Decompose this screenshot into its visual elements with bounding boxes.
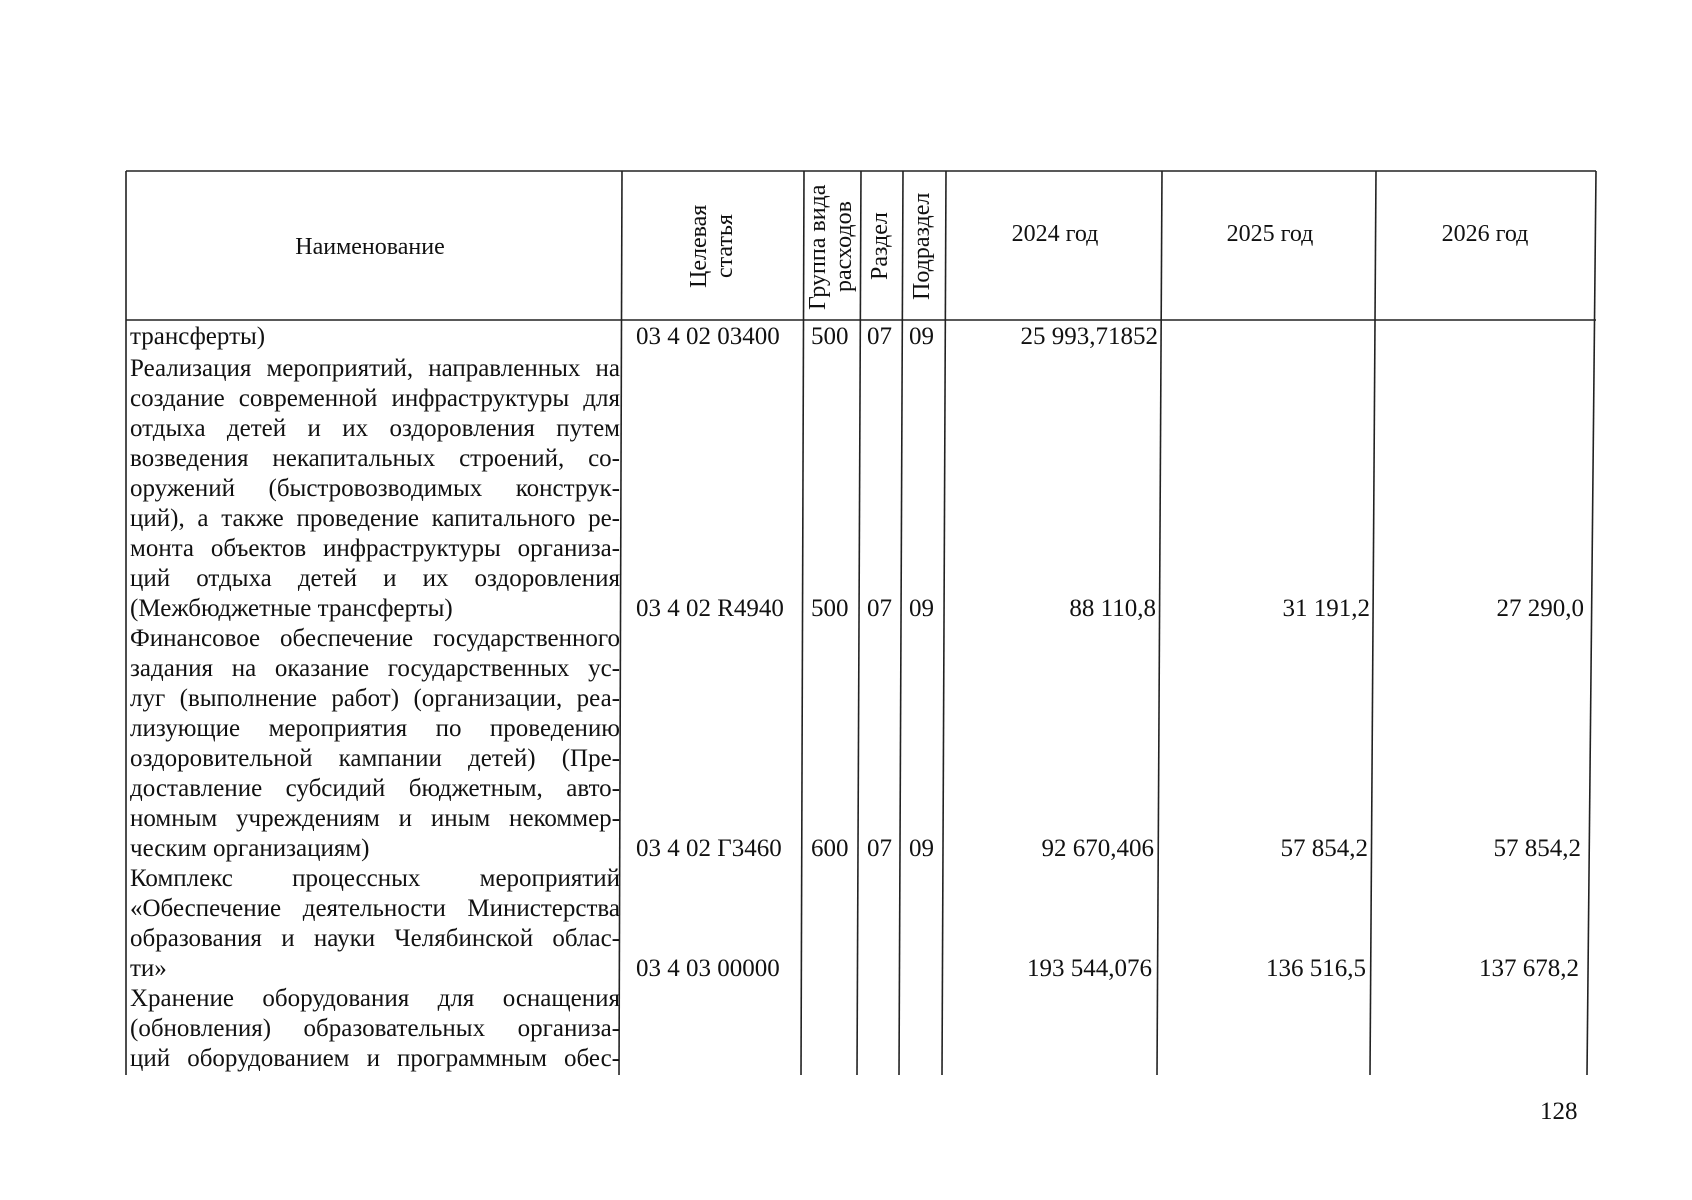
row-5-line-1: Хранение оборудования для оснащения xyxy=(130,985,620,1012)
header-year-2025: 2025 год xyxy=(1226,221,1314,247)
row-3-line-1: Финансовое обеспечение государственного xyxy=(130,625,620,652)
header-year-2026: 2026 год xyxy=(1441,221,1529,247)
page-number: 128 xyxy=(1540,1098,1578,1125)
row-2-line-9: (Межбюджетные трансферты) xyxy=(130,595,453,622)
header-subsection: Подраздел xyxy=(909,192,935,300)
row-2-group: 500 xyxy=(811,595,849,622)
row-3-line-7: номным учреждениям и иным некоммер- xyxy=(130,805,620,832)
row-1-subsection: 09 xyxy=(909,323,934,350)
row-3-y2024: 92 670,406 xyxy=(1041,835,1154,862)
row-2-line-3: отдыха детей и их оздоровления путем xyxy=(130,415,620,442)
row-4-line-3: образования и науки Челябинской облас- xyxy=(130,925,620,952)
row-2-subsection: 09 xyxy=(909,595,934,622)
row-2-line-4: возведения некапитальных строений, со- xyxy=(130,445,620,472)
row-3-line-4: лизующие мероприятия по проведению xyxy=(130,715,620,742)
row-1-name xyxy=(130,322,620,352)
row-3-name xyxy=(130,624,620,864)
row-5-name xyxy=(130,984,620,1074)
row-5-line-2: (обновления) образовательных организа- xyxy=(130,1015,620,1042)
header-target-line1: Целевая xyxy=(686,204,712,288)
row-4-name xyxy=(130,864,620,984)
row-4-code: 03 4 03 00000 xyxy=(636,955,780,982)
header-year-2024: 2024 год xyxy=(1011,221,1099,247)
row-4-y2024: 193 544,076 xyxy=(1027,955,1152,982)
row-4-y2026: 137 678,2 xyxy=(1479,955,1579,982)
row-3-section: 07 xyxy=(867,835,892,862)
row-2-section: 07 xyxy=(867,595,892,622)
row-1-y2024: 25 993,71852 xyxy=(1020,323,1158,350)
row-4-y2025: 136 516,5 xyxy=(1266,955,1366,982)
row-3-line-3: луг (выполнение работ) (организации, реа- xyxy=(130,685,620,712)
row-2-line-6: ций), а также проведение капитального ре- xyxy=(130,505,620,532)
row-3-line-5: оздоровительной кампании детей) (Пре- xyxy=(130,745,620,772)
row-2-line-7: монта объектов инфраструктуры организа- xyxy=(130,535,620,562)
header-section: Раздел xyxy=(867,212,893,280)
row-2-y2024: 88 110,8 xyxy=(1069,595,1156,622)
row-2-y2026: 27 290,0 xyxy=(1496,595,1584,622)
row-2-code: 03 4 02 R4940 xyxy=(636,595,784,622)
row-2-line-1: Реализация мероприятий, направленных на xyxy=(130,355,620,382)
header-name: Наименование xyxy=(295,234,445,260)
row-2-name xyxy=(130,354,620,624)
row-3-line-8: ческим организациям) xyxy=(130,835,370,862)
row-2-line-5: оружений (быстровозводимых конструк- xyxy=(130,475,620,502)
row-2-line-8: ций отдыха детей и их оздоровления xyxy=(130,565,620,592)
row-1-line-1: трансферты) xyxy=(130,323,266,350)
row-4-line-1: Комплекс процессных мероприятий xyxy=(130,865,620,892)
row-3-subsection: 09 xyxy=(909,835,934,862)
row-1-code: 03 4 02 03400 xyxy=(636,323,780,350)
row-3-line-2: задания на оказание государственных ус- xyxy=(130,655,620,682)
header-group-line1: Группа вида xyxy=(805,184,831,310)
header-expense-group xyxy=(805,174,861,320)
header-group-line2: расходов xyxy=(831,201,857,293)
header-target-article xyxy=(686,180,742,312)
row-1-group: 500 xyxy=(811,323,849,350)
row-3-group: 600 xyxy=(811,835,849,862)
row-5-line-3: ций оборудованием и программным обес- xyxy=(130,1045,620,1072)
row-2-line-2: создание современной инфраструктуры для xyxy=(130,385,620,412)
row-3-y2026: 57 854,2 xyxy=(1493,835,1581,862)
row-1-section: 07 xyxy=(867,323,892,350)
row-4-line-4: ти» xyxy=(130,955,167,982)
header-target-line2: статья xyxy=(712,214,738,278)
row-3-line-6: доставление субсидий бюджетным, авто- xyxy=(130,775,620,802)
row-3-y2025: 57 854,2 xyxy=(1280,835,1368,862)
row-3-code: 03 4 02 Г3460 xyxy=(636,835,782,862)
row-2-y2025: 31 191,2 xyxy=(1282,595,1370,622)
row-4-line-2: «Обеспечение деятельности Министерства xyxy=(130,895,620,922)
